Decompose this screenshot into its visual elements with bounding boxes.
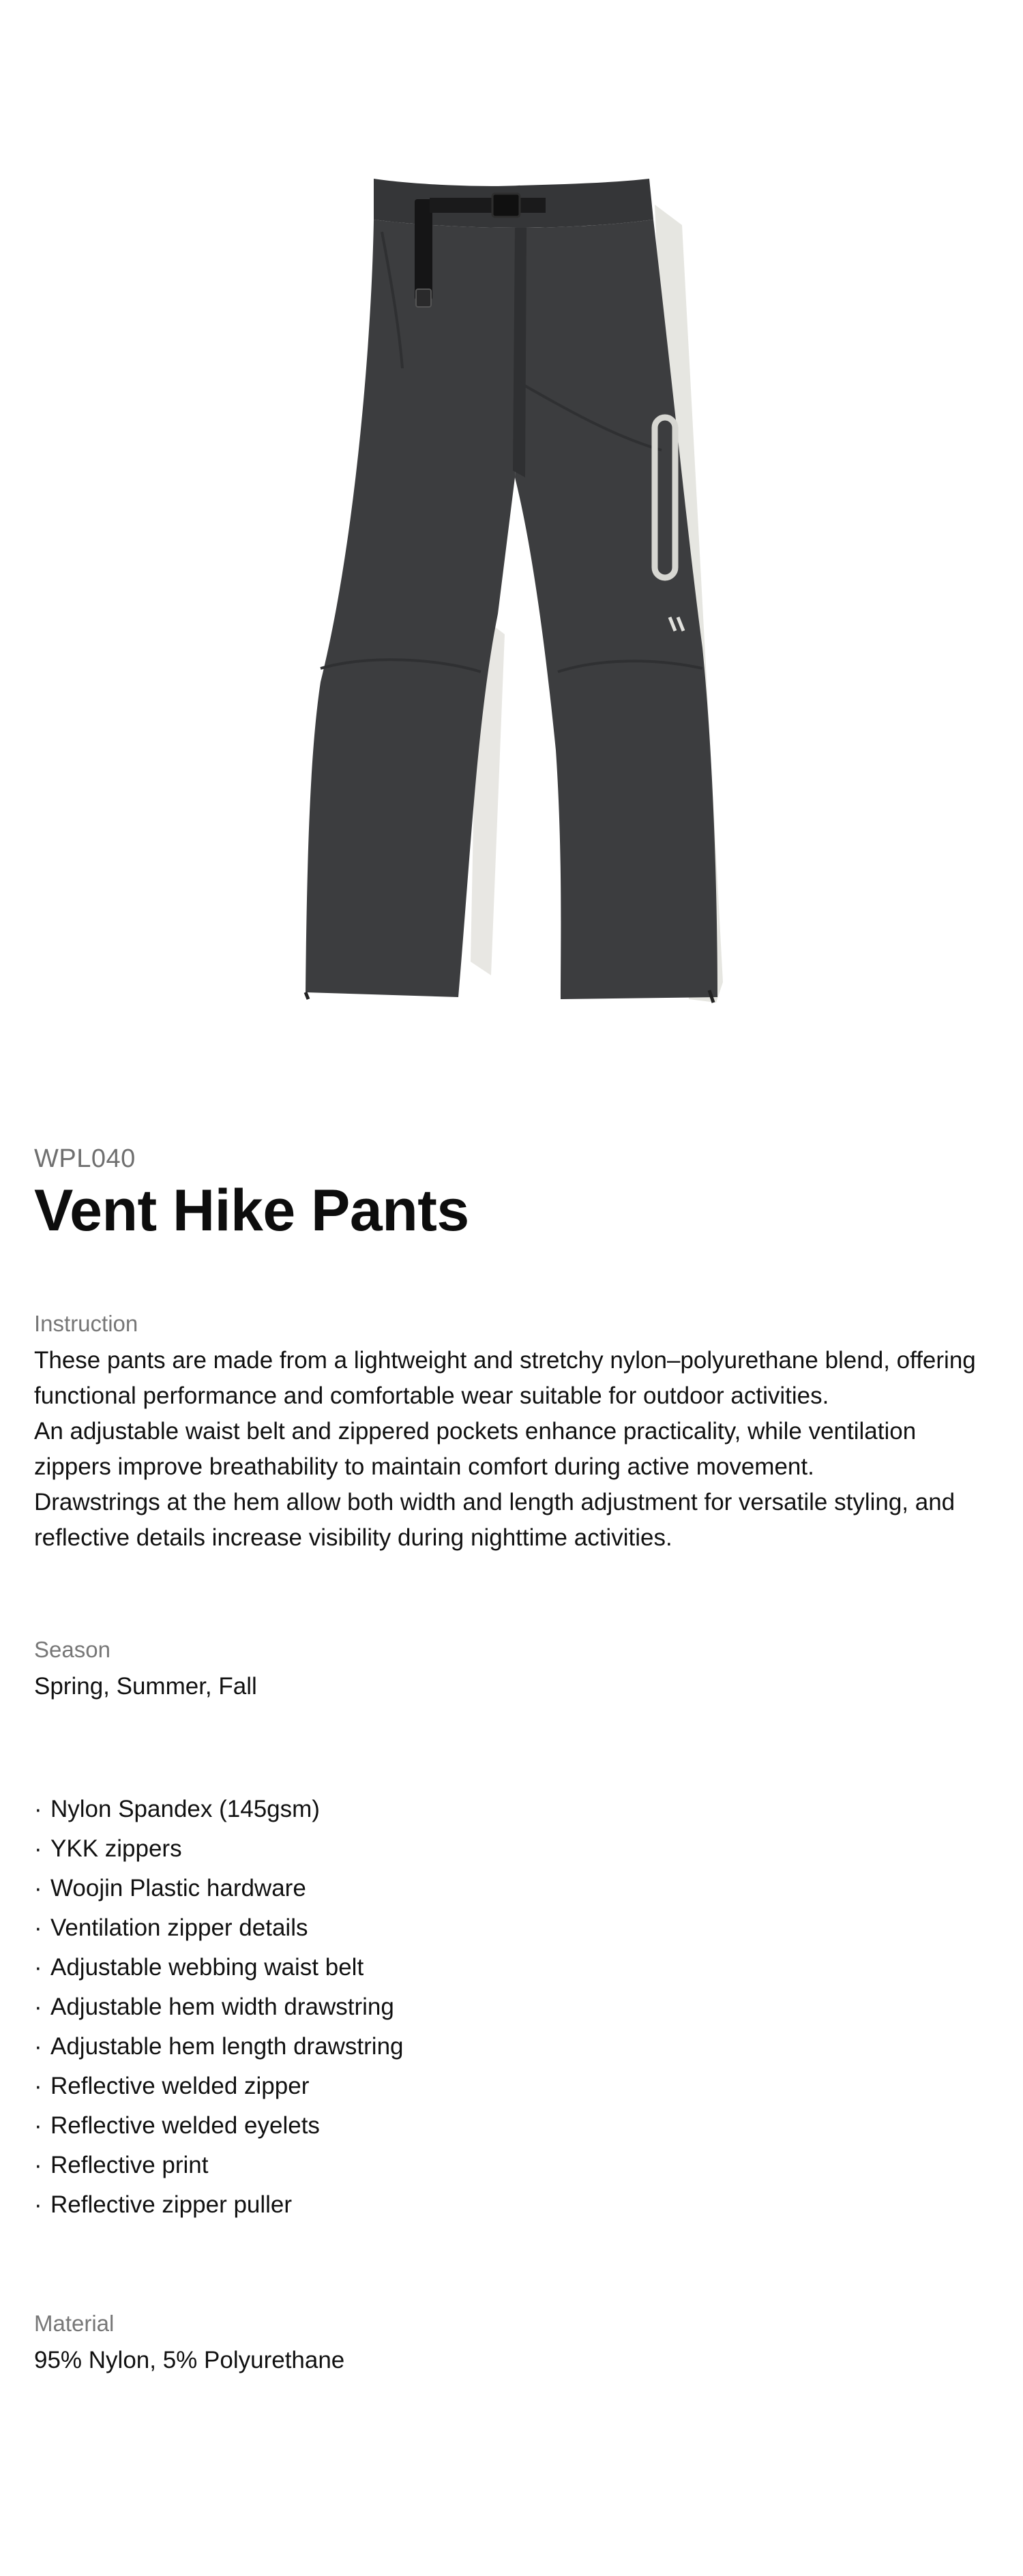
material-value: 95% Nylon, 5% Polyurethane (34, 2347, 345, 2373)
instruction-section (34, 1310, 989, 1556)
list-item: · Reflective print (34, 2146, 989, 2185)
list-item: · Adjustable hem length drawstring (34, 2027, 989, 2067)
season-value: Spring, Summer, Fall (34, 1673, 257, 1700)
instruction-line-1: These pants are made from a lightweight and stretchy nylon–polyurethane blend, offering functional performance and comfortable wear suitable for outdoor activities. (34, 1347, 976, 1409)
bullet-icon: · (34, 2073, 42, 2099)
list-item: · Ventilation zipper details (34, 1908, 989, 1948)
list-item: · Adjustable hem width drawstring (34, 1987, 989, 2027)
season-section (34, 1636, 989, 1704)
bullet-icon: · (34, 2152, 42, 2178)
list-item: · YKK zippers (34, 1829, 989, 1869)
bullet-icon: · (34, 1796, 42, 1822)
bullet-icon: · (34, 1994, 42, 2020)
list-item: · Reflective welded zipper (34, 2067, 989, 2106)
list-item: · Adjustable webbing waist belt (34, 1948, 989, 1987)
bullet-icon: · (34, 2033, 42, 2060)
product-details (34, 1142, 989, 2378)
hike-pants-image (0, 0, 1023, 1057)
material-section (34, 2310, 989, 2378)
instruction-line-3: Drawstrings at the hem allow both width and length adjustment for versatile styling, and reflective details increase visibility during nighttime activities. (34, 1489, 955, 1551)
list-item: · Reflective zipper puller (34, 2185, 989, 2225)
material-label: Material (34, 2311, 115, 2336)
list-item: · Reflective welded eyelets (34, 2106, 989, 2146)
bullet-icon: · (34, 2191, 42, 2218)
product-title: Vent Hike Pants (34, 1178, 469, 1243)
season-label: Season (34, 1637, 110, 1662)
list-item: · Woojin Plastic hardware (34, 1869, 989, 1908)
bullet-icon: · (34, 1954, 42, 1981)
instruction-text (34, 1343, 989, 1556)
product-code: WPL040 (34, 1144, 136, 1173)
bullet-icon: · (34, 2112, 42, 2139)
list-item: · Nylon Spandex (145gsm) (34, 1790, 989, 1829)
instruction-line-2: An adjustable waist belt and zippered pockets enhance practicality, while ventilation zippers improve breathability to maintain comfort during active movement. (34, 1418, 917, 1480)
bullet-icon: · (34, 1835, 42, 1862)
bullet-icon: · (34, 1875, 42, 1901)
bullet-icon: · (34, 1914, 42, 1941)
product-image-area (0, 0, 1023, 1057)
feature-list (34, 1790, 989, 2225)
instruction-label: Instruction (34, 1311, 138, 1336)
